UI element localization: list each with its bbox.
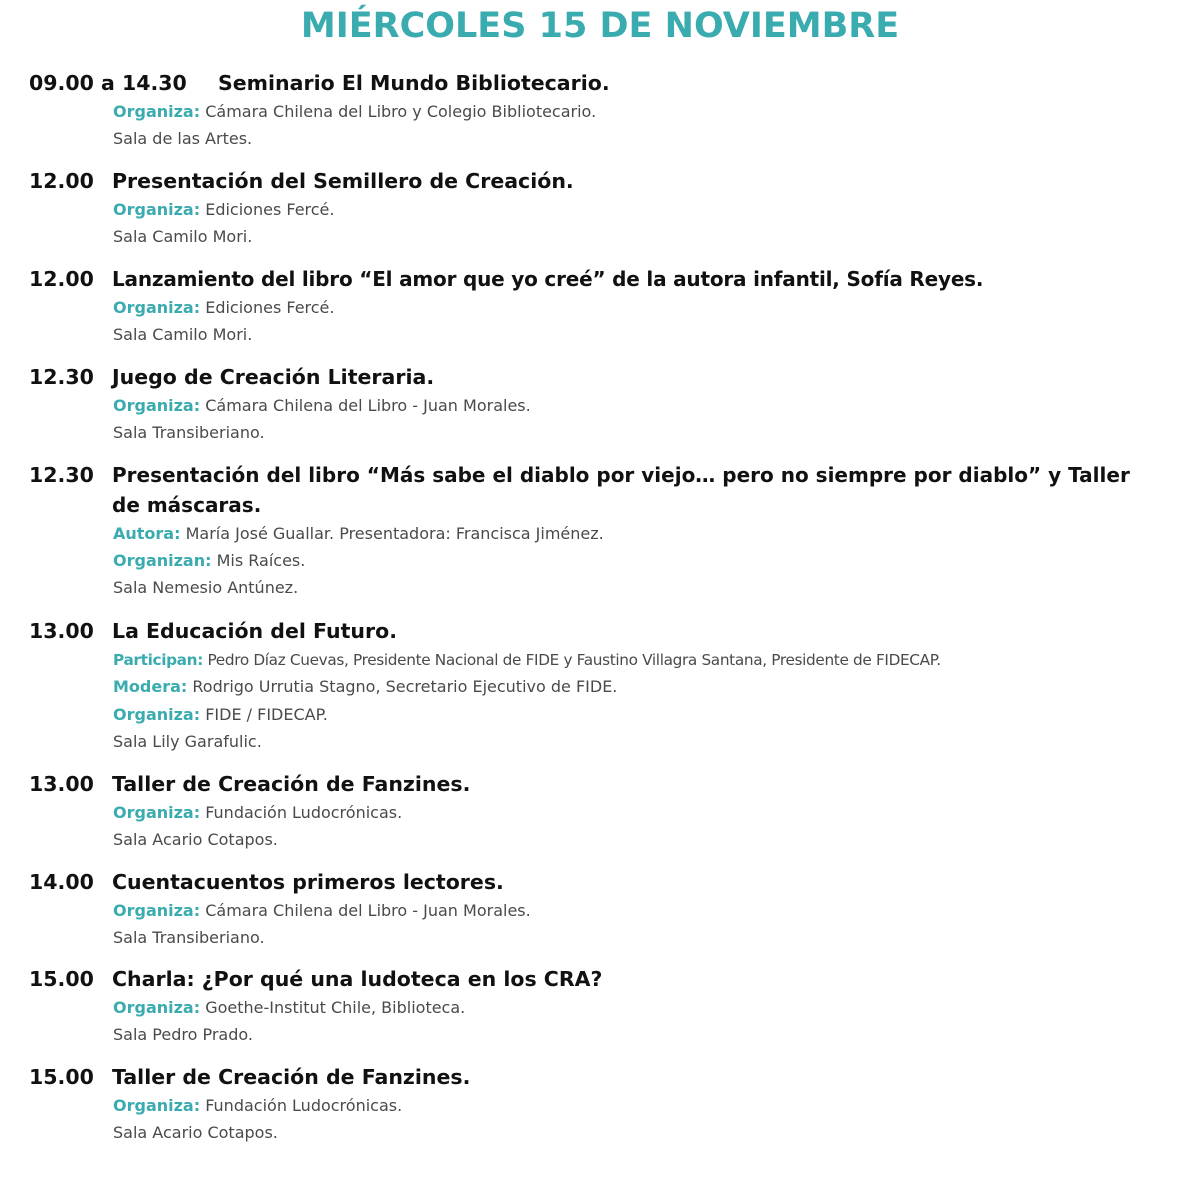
organizer-value: Fundación Ludocrónicas. bbox=[200, 803, 403, 822]
event-organizer bbox=[113, 548, 305, 574]
participants-label: Participan: bbox=[113, 651, 203, 669]
event-title: Cuentacuentos primeros lectores. bbox=[112, 870, 504, 894]
organizer-value: Goethe-Institut Chile, Biblioteca. bbox=[200, 998, 466, 1017]
event-author bbox=[113, 521, 604, 547]
page-title: MIÉRCOLES 15 DE NOVIEMBRE bbox=[300, 6, 900, 46]
event-time: 13.00 bbox=[29, 619, 94, 643]
event-title: Lanzamiento del libro “El amor que yo creé” de la autora infantil, Sofía Reyes. bbox=[112, 267, 984, 291]
event-participants bbox=[113, 647, 941, 673]
event-organizer bbox=[113, 1093, 402, 1119]
organizer-label: Organiza: bbox=[113, 102, 201, 121]
organizer-value: Cámara Chilena del Libro y Colegio Bibliotecario. bbox=[200, 102, 597, 121]
event-organizer bbox=[113, 393, 531, 419]
event-organizer bbox=[113, 800, 402, 826]
event-time: 15.00 bbox=[29, 1065, 94, 1089]
event-title: Seminario El Mundo Bibliotecario. bbox=[218, 71, 610, 95]
event-time: 12.30 bbox=[29, 463, 94, 487]
event-organizer bbox=[113, 295, 334, 321]
organizer-value: Cámara Chilena del Libro - Juan Morales. bbox=[200, 396, 531, 415]
event-time: 12.00 bbox=[29, 267, 94, 291]
organizer-value: FIDE / FIDECAP. bbox=[200, 705, 328, 724]
participants-value: Pedro Díaz Cuevas, Presidente Nacional de FIDE y Faustino Villagra Santana, Presidente de FIDECAP. bbox=[202, 651, 941, 669]
organizer-value: Mis Raíces. bbox=[211, 551, 306, 570]
event-venue: Sala Pedro Prado. bbox=[113, 1025, 253, 1044]
organizer-label: Organiza: bbox=[113, 396, 201, 415]
organizer-label: Organiza: bbox=[113, 1096, 201, 1115]
author-value: María José Guallar. Presentadora: Francisca Jiménez. bbox=[180, 524, 604, 543]
event-venue: Sala Lily Garafulic. bbox=[113, 732, 262, 751]
event-venue: Sala Camilo Mori. bbox=[113, 227, 253, 246]
event-organizer bbox=[113, 99, 596, 125]
event-time: 15.00 bbox=[29, 967, 94, 991]
event-title: Taller de Creación de Fanzines. bbox=[112, 1065, 471, 1089]
organizer-label: Organiza: bbox=[113, 705, 201, 724]
author-label: Autora: bbox=[113, 524, 181, 543]
event-time: 12.30 bbox=[29, 365, 94, 389]
organizer-label: Organiza: bbox=[113, 803, 201, 822]
organizer-value: Cámara Chilena del Libro - Juan Morales. bbox=[200, 901, 531, 920]
event-venue: Sala Nemesio Antúnez. bbox=[113, 578, 299, 597]
event-time: 13.00 bbox=[29, 772, 94, 796]
event-time: 09.00 a 14.30 bbox=[29, 71, 187, 95]
event-venue: Sala Acario Cotapos. bbox=[113, 1123, 278, 1142]
event-organizer bbox=[113, 702, 328, 728]
event-venue: Sala Transiberiano. bbox=[113, 928, 265, 947]
event-moderator bbox=[113, 674, 617, 700]
organizer-label: Organiza: bbox=[113, 200, 201, 219]
moderator-label: Modera: bbox=[113, 677, 188, 696]
event-time: 12.00 bbox=[29, 169, 94, 193]
event-title: Juego de Creación Literaria. bbox=[112, 365, 435, 389]
moderator-value: Rodrigo Urrutia Stagno, Secretario Ejecutivo de FIDE. bbox=[187, 677, 618, 696]
event-venue: Sala de las Artes. bbox=[113, 129, 253, 148]
organizer-label: Organizan: bbox=[113, 551, 212, 570]
event-venue: Sala Camilo Mori. bbox=[113, 325, 253, 344]
organizer-value: Ediciones Fercé. bbox=[200, 200, 335, 219]
event-title: La Educación del Futuro. bbox=[112, 619, 397, 643]
organizer-label: Organiza: bbox=[113, 298, 201, 317]
event-organizer bbox=[113, 898, 531, 924]
event-title: Presentación del Semillero de Creación. bbox=[112, 169, 574, 193]
organizer-value: Fundación Ludocrónicas. bbox=[200, 1096, 403, 1115]
event-venue: Sala Acario Cotapos. bbox=[113, 830, 278, 849]
event-organizer bbox=[113, 995, 465, 1021]
organizer-value: Ediciones Fercé. bbox=[200, 298, 335, 317]
event-time: 14.00 bbox=[29, 870, 94, 894]
event-title: Charla: ¿Por qué una ludoteca en los CRA? bbox=[112, 967, 603, 991]
organizer-label: Organiza: bbox=[113, 998, 201, 1017]
organizer-label: Organiza: bbox=[113, 901, 201, 920]
event-organizer bbox=[113, 197, 334, 223]
event-title: Taller de Creación de Fanzines. bbox=[112, 772, 471, 796]
event-title: Presentación del libro “Más sabe el diablo por viejo… pero no siempre por diablo” y Taller de máscaras. bbox=[112, 463, 1130, 517]
event-venue: Sala Transiberiano. bbox=[113, 423, 265, 442]
